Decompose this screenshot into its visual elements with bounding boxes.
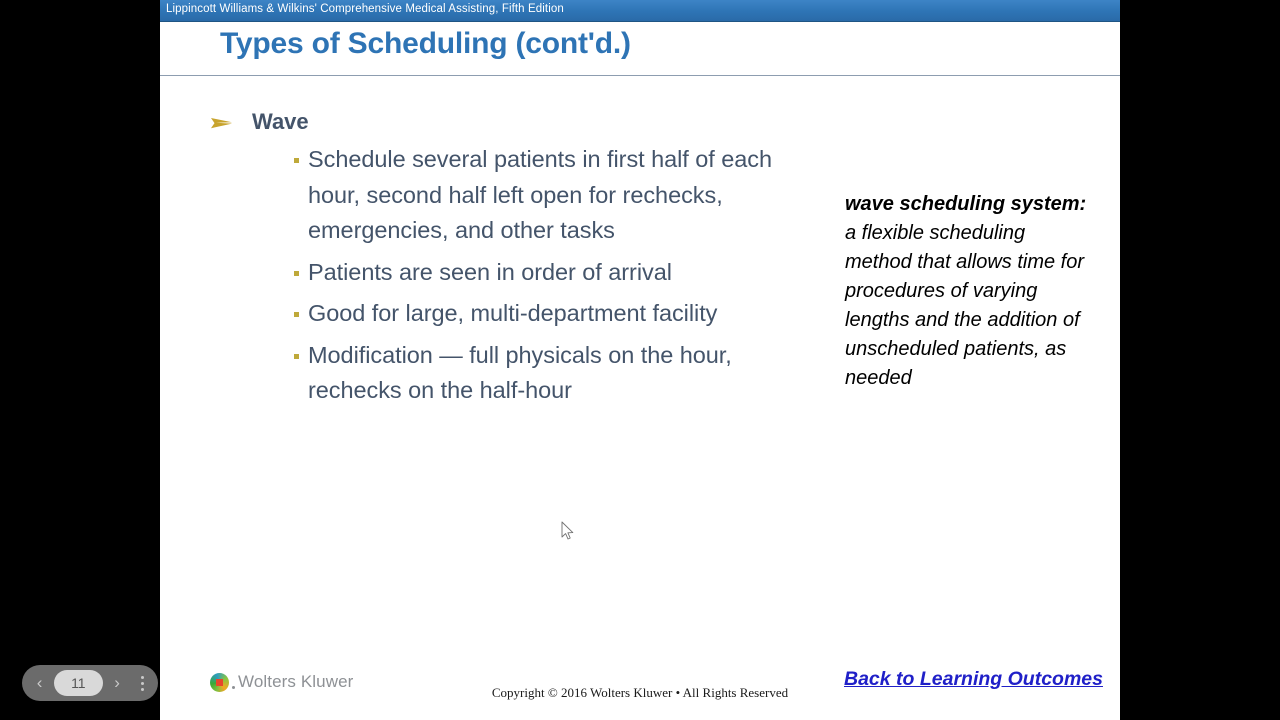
kebab-dot — [141, 688, 144, 691]
page-title: Types of Scheduling (cont'd.) — [220, 27, 631, 60]
list-item-label: Schedule several patients in first half of each hour, second half left open for rechecks, emergencies, and other tasks — [308, 146, 773, 243]
book-title-banner — [160, 0, 1120, 22]
list-item — [200, 338, 780, 409]
bullet-content — [200, 108, 780, 415]
list-item — [200, 142, 780, 249]
kebab-dot — [141, 676, 144, 679]
publisher-name: Wolters Kluwer — [238, 672, 354, 691]
title-divider — [160, 75, 1120, 76]
arrow-bullet-icon — [210, 115, 236, 131]
page-number-indicator[interactable]: 11 — [54, 670, 102, 696]
square-bullet-icon — [294, 158, 299, 163]
slide-canvas — [160, 0, 1120, 720]
book-title-text: Lippincott Williams & Wilkins' Comprehensive Medical Assisting, Fifth Edition — [166, 3, 564, 15]
list-item — [200, 296, 780, 332]
heading-label: Wave — [252, 109, 309, 134]
next-page-button[interactable]: › — [114, 673, 120, 692]
list-item-heading — [200, 108, 780, 136]
more-options-icon[interactable] — [133, 671, 152, 695]
definition-term: wave scheduling system: — [845, 193, 1087, 215]
square-bullet-icon — [294, 312, 299, 317]
definition-callout — [845, 190, 1093, 393]
copyright-text: Copyright © 2016 Wolters Kluwer • All Rights Reserved — [491, 685, 789, 700]
page-navigation-bar[interactable] — [22, 665, 158, 701]
previous-page-button[interactable]: ‹ — [36, 673, 43, 692]
list-item — [200, 255, 780, 291]
back-to-learning-outcomes-link[interactable]: Back to Learning Outcomes — [844, 668, 1103, 690]
definition-body: a flexible scheduling method that allows time for procedures of varying lengths and the addition of unscheduled patients, as needed — [845, 222, 1084, 389]
mouse-cursor-icon — [561, 521, 575, 541]
kebab-dot — [141, 682, 144, 685]
square-bullet-icon — [294, 354, 299, 359]
list-item-label: Patients are seen in order of arrival — [308, 258, 672, 285]
list-item-label: Modification — full physicals on the hour, rechecks on the half-hour — [308, 341, 732, 403]
square-bullet-icon — [294, 271, 299, 276]
list-item-label: Good for large, multi-department facility — [308, 300, 718, 326]
